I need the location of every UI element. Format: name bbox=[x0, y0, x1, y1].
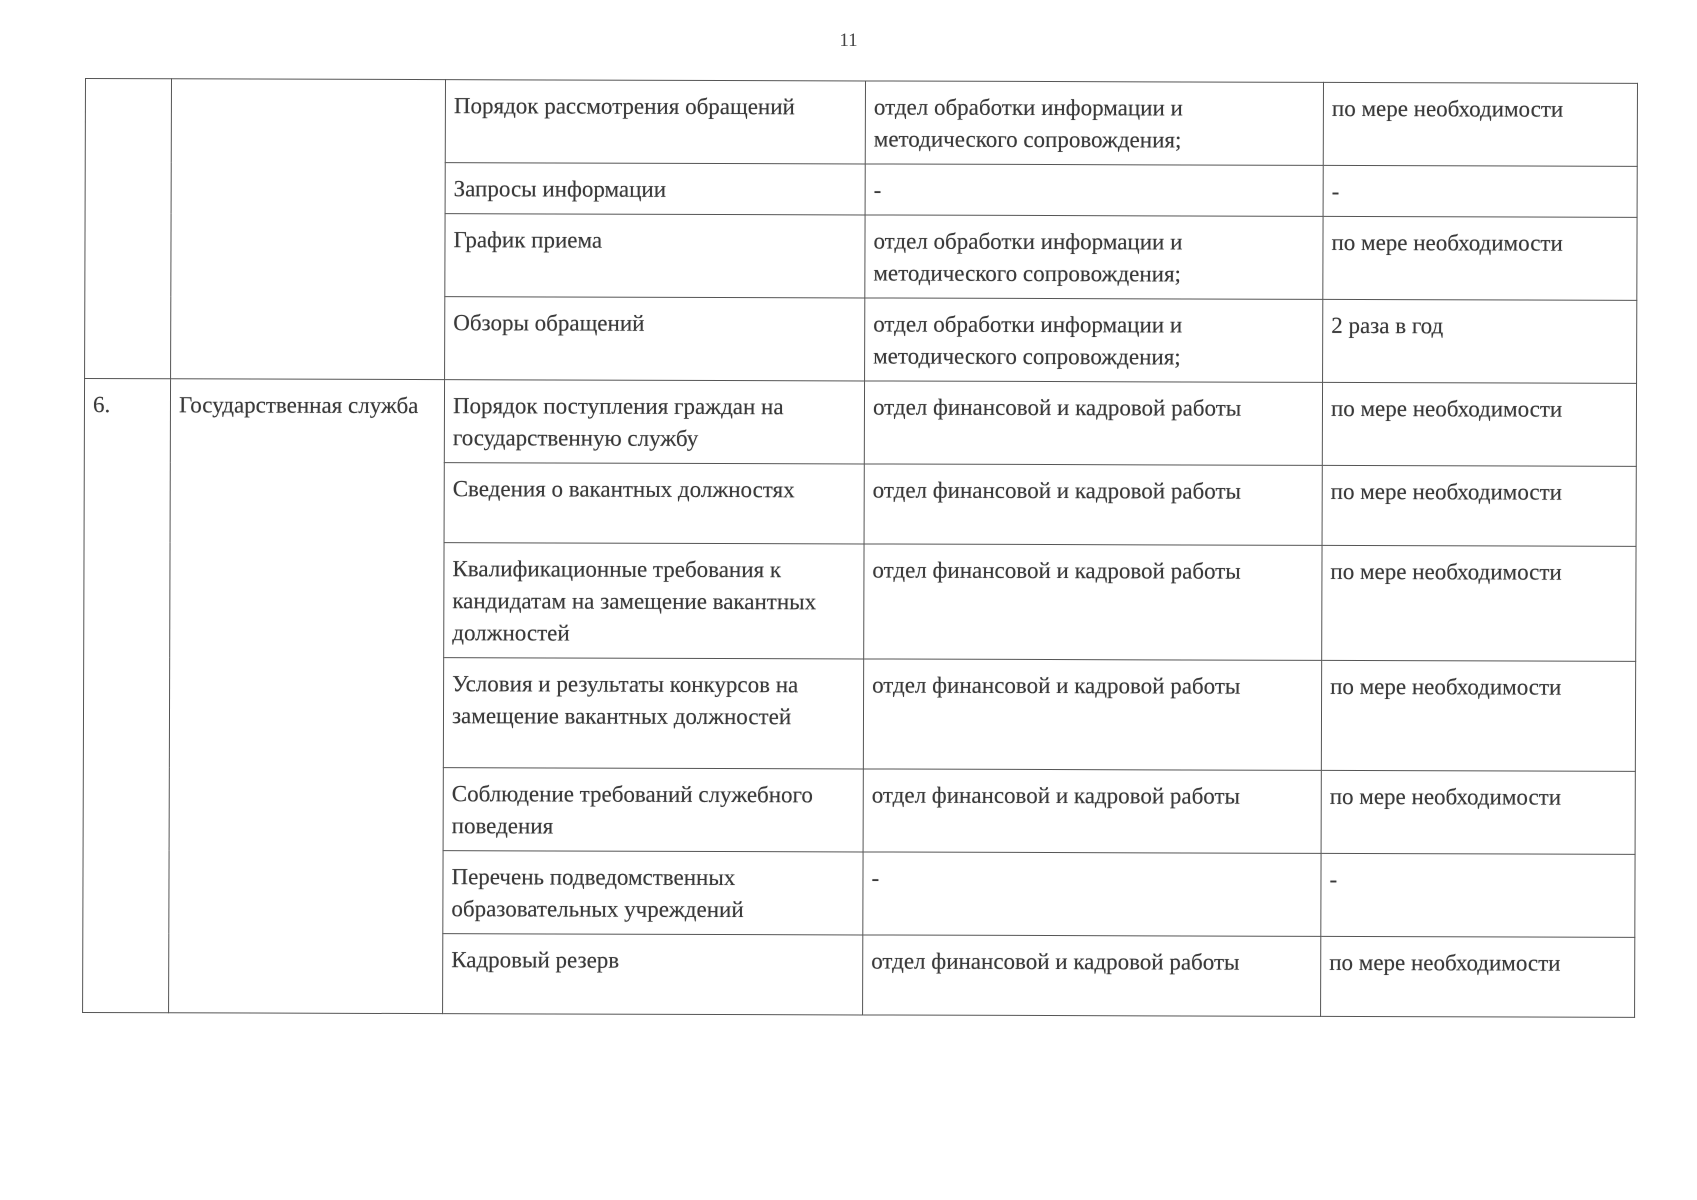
responsible-cell: отдел обработки информации и методического сопровождения; bbox=[865, 298, 1323, 382]
empty-number-cell bbox=[85, 79, 172, 379]
responsible-cell: отдел финансовой и кадровой работы bbox=[864, 544, 1322, 660]
frequency-cell: по мере необходимости bbox=[1321, 936, 1635, 1017]
responsible-cell: отдел финансовой и кадровой работы bbox=[863, 935, 1321, 1016]
page-number: 11 bbox=[839, 30, 858, 51]
frequency-cell: по мере необходимости bbox=[1321, 660, 1635, 771]
frequency-cell: 2 раза в год bbox=[1323, 299, 1637, 383]
item-cell: График приема bbox=[445, 214, 865, 298]
responsible-cell: - bbox=[865, 164, 1323, 216]
empty-section-cell bbox=[171, 79, 446, 380]
table-row bbox=[84, 379, 1636, 467]
frequency-cell: по мере необходимости bbox=[1322, 465, 1636, 546]
responsible-cell: отдел финансовой и кадровой работы bbox=[864, 381, 1322, 465]
section-number-cell: 6. bbox=[83, 379, 171, 1013]
item-cell: Порядок рассмотрения обращений bbox=[445, 80, 865, 164]
item-cell: Обзоры обращений bbox=[445, 297, 865, 381]
responsible-cell: отдел финансовой и кадровой работы bbox=[863, 769, 1321, 853]
item-cell: Квалификационные требования к кандидатам на замещение вакантных должностей bbox=[444, 543, 864, 659]
information-table bbox=[82, 78, 1638, 1018]
responsible-cell: отдел финансовой и кадровой работы bbox=[863, 659, 1321, 770]
item-cell: Кадровый резерв bbox=[443, 934, 863, 1015]
frequency-cell: по мере необходимости bbox=[1322, 382, 1636, 466]
responsible-cell: отдел обработки информации и методического сопровождения; bbox=[865, 81, 1323, 165]
frequency-cell: по мере необходимости bbox=[1322, 545, 1636, 661]
frequency-cell: по мере необходимости bbox=[1323, 82, 1637, 166]
item-cell: Перечень подведомственных образовательных учреждений bbox=[443, 851, 863, 935]
item-cell: Условия и результаты конкурсов на замещение вакантных должностей bbox=[443, 658, 863, 769]
item-cell: Запросы информации bbox=[445, 163, 865, 215]
frequency-cell: по мере необходимости bbox=[1321, 770, 1635, 854]
responsible-cell: - bbox=[863, 852, 1321, 936]
item-cell: Сведения о вакантных должностях bbox=[444, 463, 864, 544]
table-row bbox=[85, 79, 1637, 167]
frequency-cell: - bbox=[1323, 165, 1637, 217]
item-cell: Порядок поступления граждан на государственную службу bbox=[444, 380, 864, 464]
frequency-cell: по мере необходимости bbox=[1323, 216, 1637, 300]
section-title-cell: Государственная служба bbox=[169, 379, 445, 1014]
item-cell: Соблюдение требований служебного поведения bbox=[443, 768, 863, 852]
responsible-cell: отдел финансовой и кадровой работы bbox=[864, 464, 1322, 545]
frequency-cell: - bbox=[1321, 853, 1635, 937]
responsible-cell: отдел обработки информации и методического сопровождения; bbox=[865, 215, 1323, 299]
